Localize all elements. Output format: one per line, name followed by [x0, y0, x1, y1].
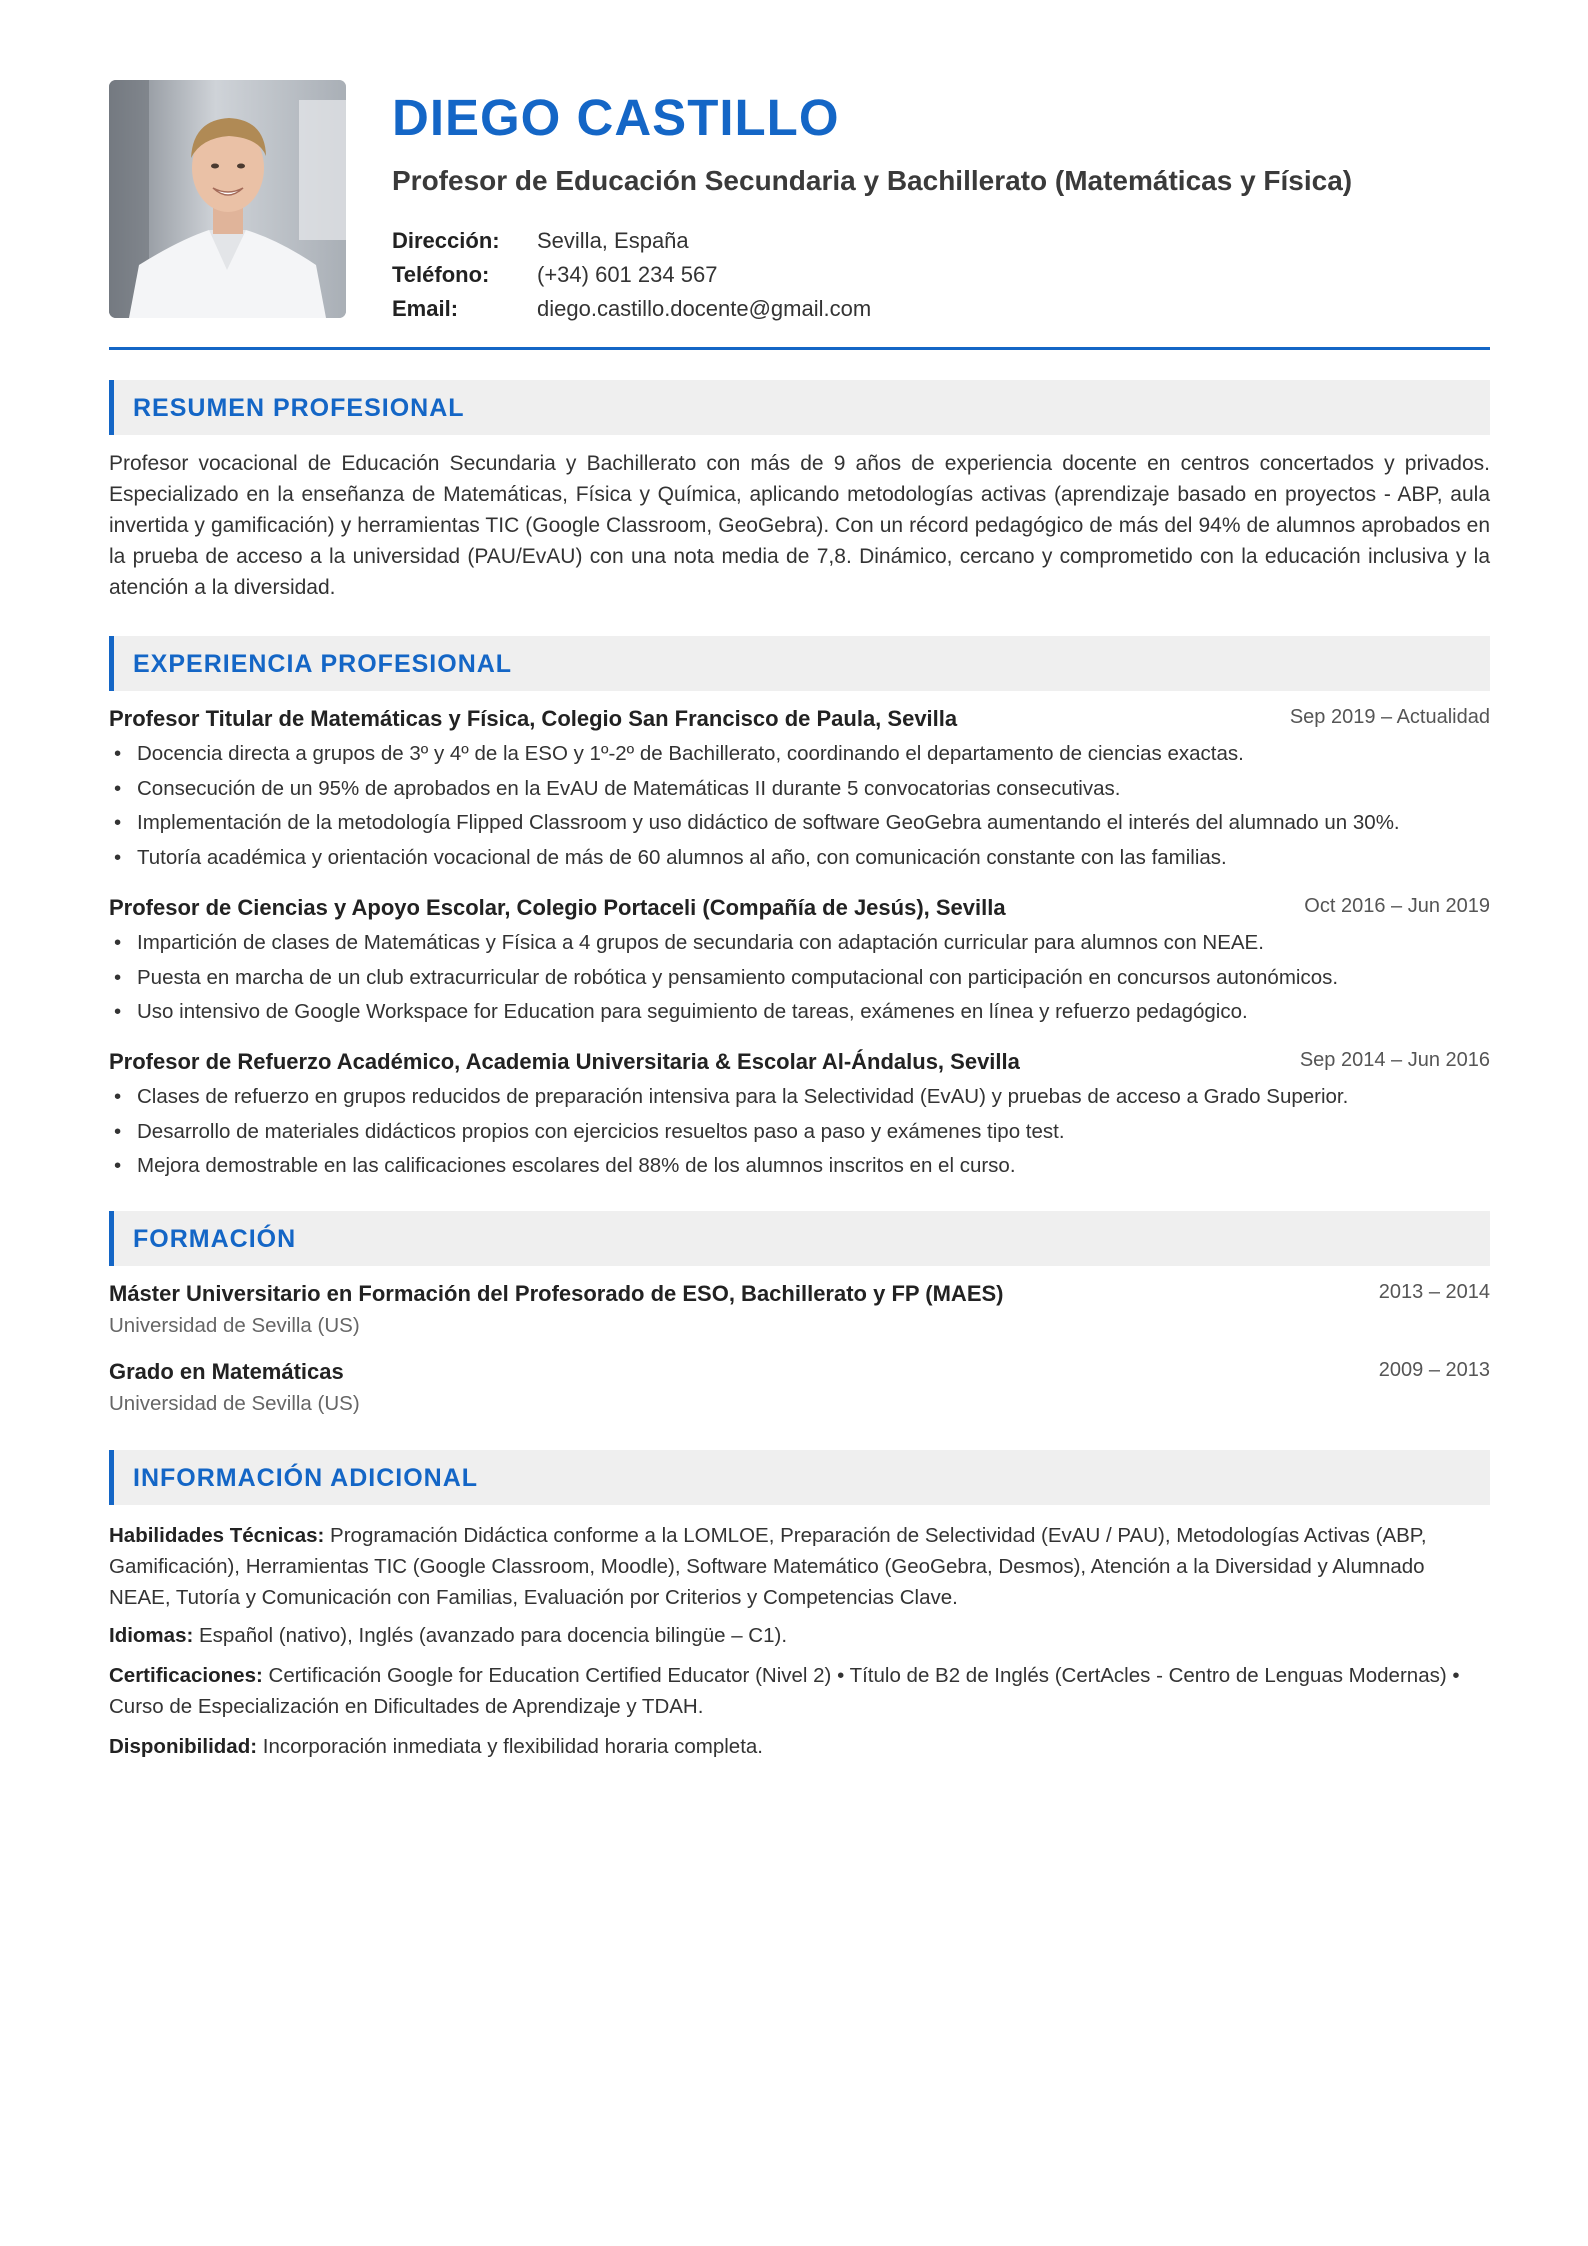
candidate-name: DIEGO CASTILLO	[392, 89, 840, 146]
list-item: • Impartición de clases de Matemáticas y Física a 4 grupos de secundaria con adaptación curricular para alumnos con NEAE.	[109, 926, 1490, 961]
degree-institution: Universidad de Sevilla (US)	[109, 1314, 360, 1337]
info-availability	[109, 1731, 1490, 1762]
list-item: • Mejora demostrable en las calificaciones escolares del 88% de los alumnos inscritos en el curso.	[109, 1149, 1490, 1184]
degree-dates: 2013 – 2014	[1378, 1281, 1490, 1303]
resume-header	[109, 80, 1490, 321]
contact-email	[392, 292, 1490, 326]
header-info	[392, 80, 1490, 326]
contact-label: Teléfono:	[392, 262, 490, 287]
contact-value: (+34) 601 234 567	[537, 262, 718, 287]
section-heading-text: INFORMACIÓN ADICIONAL	[133, 1464, 479, 1492]
contact-label: Dirección:	[392, 228, 500, 253]
degree-title: Máster Universitario en Formación del Profesorado de ESO, Bachillerato y FP (MAES)	[109, 1281, 1004, 1306]
info-text: Incorporación inmediata y flexibilidad horaria completa.	[257, 1735, 763, 1758]
job-bullets	[109, 1080, 1490, 1184]
degree-title: Grado en Matemáticas	[109, 1359, 344, 1384]
job-title: Profesor Titular de Matemáticas y Física, Colegio San Francisco de Paula, Sevilla	[109, 706, 958, 731]
info-label: Disponibilidad:	[109, 1735, 258, 1758]
job-dates: Sep 2019 – Actualidad	[1289, 706, 1490, 728]
list-item: • Consecución de un 95% de aprobados en la EvAU de Matemáticas II durante 5 convocatorias consecutivas.	[109, 772, 1490, 807]
section-heading-education	[109, 1211, 1490, 1266]
section-heading-summary	[109, 380, 1490, 435]
job-title: Profesor de Refuerzo Académico, Academia Universitaria & Escolar Al-Ándalus, Sevilla	[109, 1049, 1020, 1074]
list-item: • Implementación de la metodología Flipped Classroom y uso didáctico de software GeoGebra aumentando el interés del alumnado un 30%.	[109, 806, 1490, 841]
list-item: • Tutoría académica y orientación vocacional de más de 60 alumnos al año, con comunicación constante con las familias.	[109, 841, 1490, 876]
list-item: • Uso intensivo de Google Workspace for Education para seguimiento de tareas, exámenes en línea y refuerzo pedagógico.	[109, 995, 1490, 1030]
contact-phone	[392, 258, 1490, 292]
degree-institution: Universidad de Sevilla (US)	[109, 1392, 360, 1415]
info-skills	[109, 1520, 1490, 1613]
section-heading-experience	[109, 636, 1490, 691]
candidate-title: Profesor de Educación Secundaria y Bachillerato (Matemáticas y Física)	[392, 165, 1353, 196]
job-dates: Sep 2014 – Jun 2016	[1299, 1049, 1490, 1071]
list-item: • Clases de refuerzo en grupos reducidos de preparación intensiva para la Selectividad (EvAU) y pruebas de acceso a Grado Superior.	[109, 1080, 1490, 1115]
job-bullets	[109, 926, 1490, 1030]
degree-dates: 2009 – 2013	[1378, 1359, 1490, 1381]
info-label: Habilidades Técnicas:	[109, 1524, 325, 1547]
contact-list	[392, 224, 1490, 326]
info-text: Español (nativo), Inglés (avanzado para docencia bilingüe – C1).	[193, 1624, 788, 1647]
job-dates: Oct 2016 – Jun 2019	[1304, 895, 1490, 917]
info-languages	[109, 1620, 1490, 1651]
list-item: • Puesta en marcha de un club extracurricular de robótica y pensamiento computacional con participación en concursos autonómicos.	[109, 961, 1490, 996]
section-heading-text: RESUMEN PROFESIONAL	[133, 394, 465, 422]
profile-photo-illustration	[109, 80, 346, 318]
list-item: • Desarrollo de materiales didácticos propios con ejercicios resueltos paso a paso y exámenes tipo test.	[109, 1115, 1490, 1150]
contact-address	[392, 224, 1490, 258]
job-title: Profesor de Ciencias y Apoyo Escolar, Colegio Portaceli (Compañía de Jesús), Sevilla	[109, 895, 1006, 920]
summary-text: Profesor vocacional de Educación Secundaria y Bachillerato con más de 9 años de experiencia docente en centros concertados y privados. Especializado en la enseñanza de Matemáticas, Física y Química, aplicando metodologías activas (aprendizaje basado en proyectos - ABP, aula invertida y gamificación) y herramientas TIC (Google Classroom, GeoGebra). Con un récord pedagógico de más del 94% de alumnos aprobados en la prueba de acceso a la universidad (PAU/EvAU) con una nota media de 7,8. Dinámico, cercano y comprometido con la educación inclusiva y la atención a la diversidad.	[109, 452, 1490, 599]
contact-value: Sevilla, España	[537, 228, 689, 253]
job-bullets	[109, 737, 1490, 875]
section-heading-text: EXPERIENCIA PROFESIONAL	[133, 650, 513, 678]
profile-photo	[109, 80, 346, 318]
contact-label: Email:	[392, 296, 459, 321]
contact-value[interactable]: diego.castillo.docente@gmail.com	[537, 296, 872, 321]
header-divider	[109, 347, 1490, 350]
resume-page	[109, 80, 1490, 1758]
list-item: • Docencia directa a grupos de 3º y 4º de la ESO y 1º-2º de Bachillerato, coordinando el departamento de ciencias exactas.	[109, 737, 1490, 772]
info-label: Idiomas:	[109, 1624, 194, 1647]
section-heading-additional	[109, 1450, 1490, 1505]
section-heading-text: FORMACIÓN	[133, 1225, 297, 1253]
info-text: Programación Didáctica conforme a la LOMLOE, Preparación de Selectividad (EvAU / PAU), Metodologías Activas (ABP, Gamificación), Herramientas TIC (Google Classroom, Moodle), Software Matemático (GeoGebra, Desmos), Atención a la Diversidad y Alumnado NEAE, Tutoría y Comunicación con Familias, Evaluación por Criterios y Competencias Clave.	[109, 1524, 1427, 1609]
info-certifications	[109, 1660, 1490, 1722]
info-label: Certificaciones:	[109, 1664, 263, 1687]
info-text: Certificación Google for Education Certified Educator (Nivel 2) • Título de B2 de Inglés (CertAcles - Centro de Lenguas Modernas) • Curso de Especialización en Dificultades de Aprendizaje y TDAH.	[109, 1664, 1460, 1718]
